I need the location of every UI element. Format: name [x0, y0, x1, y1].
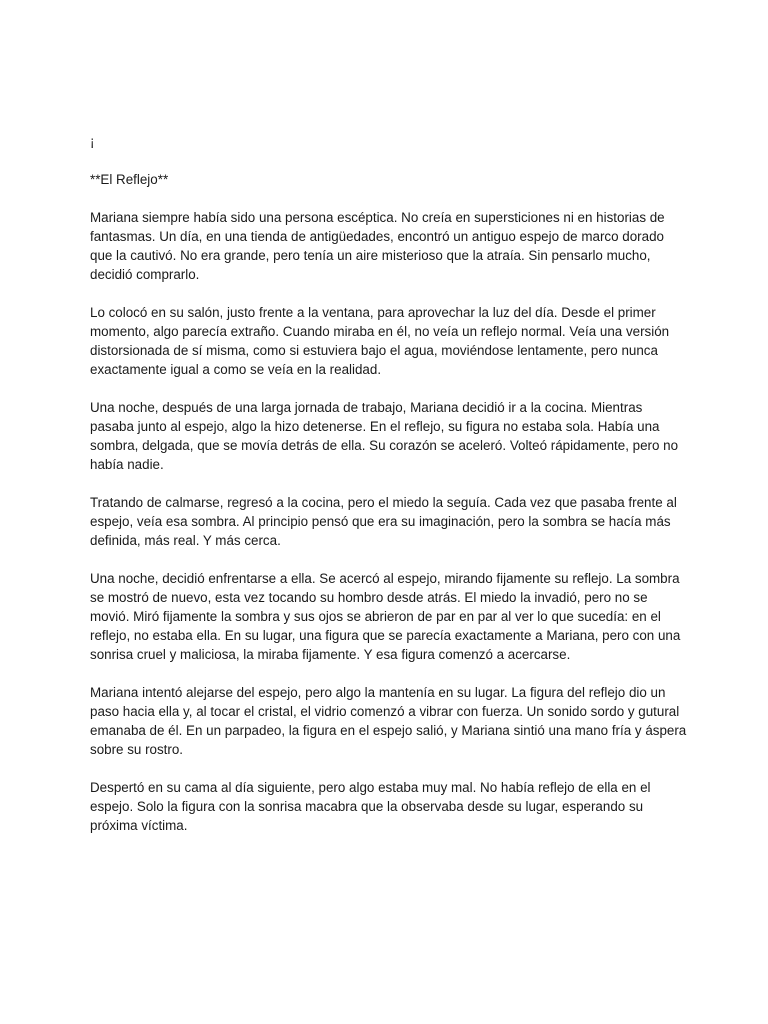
story-title: **El Reflejo**	[90, 172, 169, 187]
paragraph: Lo colocó en su salón, justo frente a la ventana, para aprovechar la luz del día. Desde el primer momento, algo parecía extraño. Cuando miraba en él, no veía un reflejo normal. Veía una versión distorsionada de sí misma, como si estuviera bajo el agua, moviéndose lentamente, pero nunca exactamente igual a como se veía en la realidad.	[90, 305, 670, 377]
document-body	[90, 132, 688, 854]
paragraph: Una noche, decidió enfrentarse a ella. Se acercó al espejo, mirando fijamente su reflejo. La sombra se mostró de nuevo, esta vez tocando su hombro desde atrás. El miedo la invadió, pero no se movió. Miró fijamente la sombra y sus ojos se abrieron de par en par al ver lo que sucedía: en el reflejo, no estaba ella. En su lugar, una figura que se parecía exactamente a Mariana, pero con una sonrisa cruel y maliciosa, la miraba fijamente. Y esa figura comenzó a acercarse.	[90, 571, 681, 662]
paragraph: Despertó en su cama al día siguiente, pero algo estaba muy mal. No había reflejo de ella en el espejo. Solo la figura con la sonrisa macabra que la observaba desde su lugar, esperando su próxima víctima.	[90, 780, 651, 833]
paragraph: Mariana intentó alejarse del espejo, pero algo la mantenía en su lugar. La figura del reflejo dio un paso hacia ella y, al tocar el cristal, el vidrio comenzó a vibrar con fuerza. Un sonido sordo y gutural emanaba de él. En un parpadeo, la figura en el espejo salió, y Mariana sintió una mano fría y áspera sobre su rostro.	[90, 685, 687, 757]
paragraph: Tratando de calmarse, regresó a la cocina, pero el miedo la seguía. Cada vez que pasaba frente al espejo, veía esa sombra. Al principio pensó que era su imaginación, pero la sombra se hacía más definida, más real. Y más cerca.	[90, 495, 677, 548]
opening-mark: ¡	[90, 134, 95, 149]
paragraph: Una noche, después de una larga jornada de trabajo, Mariana decidió ir a la cocina. Mientras pasaba junto al espejo, algo la hizo detenerse. En el reflejo, su figura no estaba sola. Había una sombra, delgada, que se movía detrás de ella. Su corazón se aceleró. Volteó rápidamente, pero no había nadie.	[90, 400, 679, 472]
paragraph: Mariana siempre había sido una persona escéptica. No creía en supersticiones ni en historias de fantasmas. Un día, en una tienda de antigüedades, encontró un antiguo espejo de marco dorado que la cautivó. No era grande, pero tenía un aire misterioso que la atraía. Sin pensarlo mucho, decidió comprarlo.	[90, 210, 665, 282]
